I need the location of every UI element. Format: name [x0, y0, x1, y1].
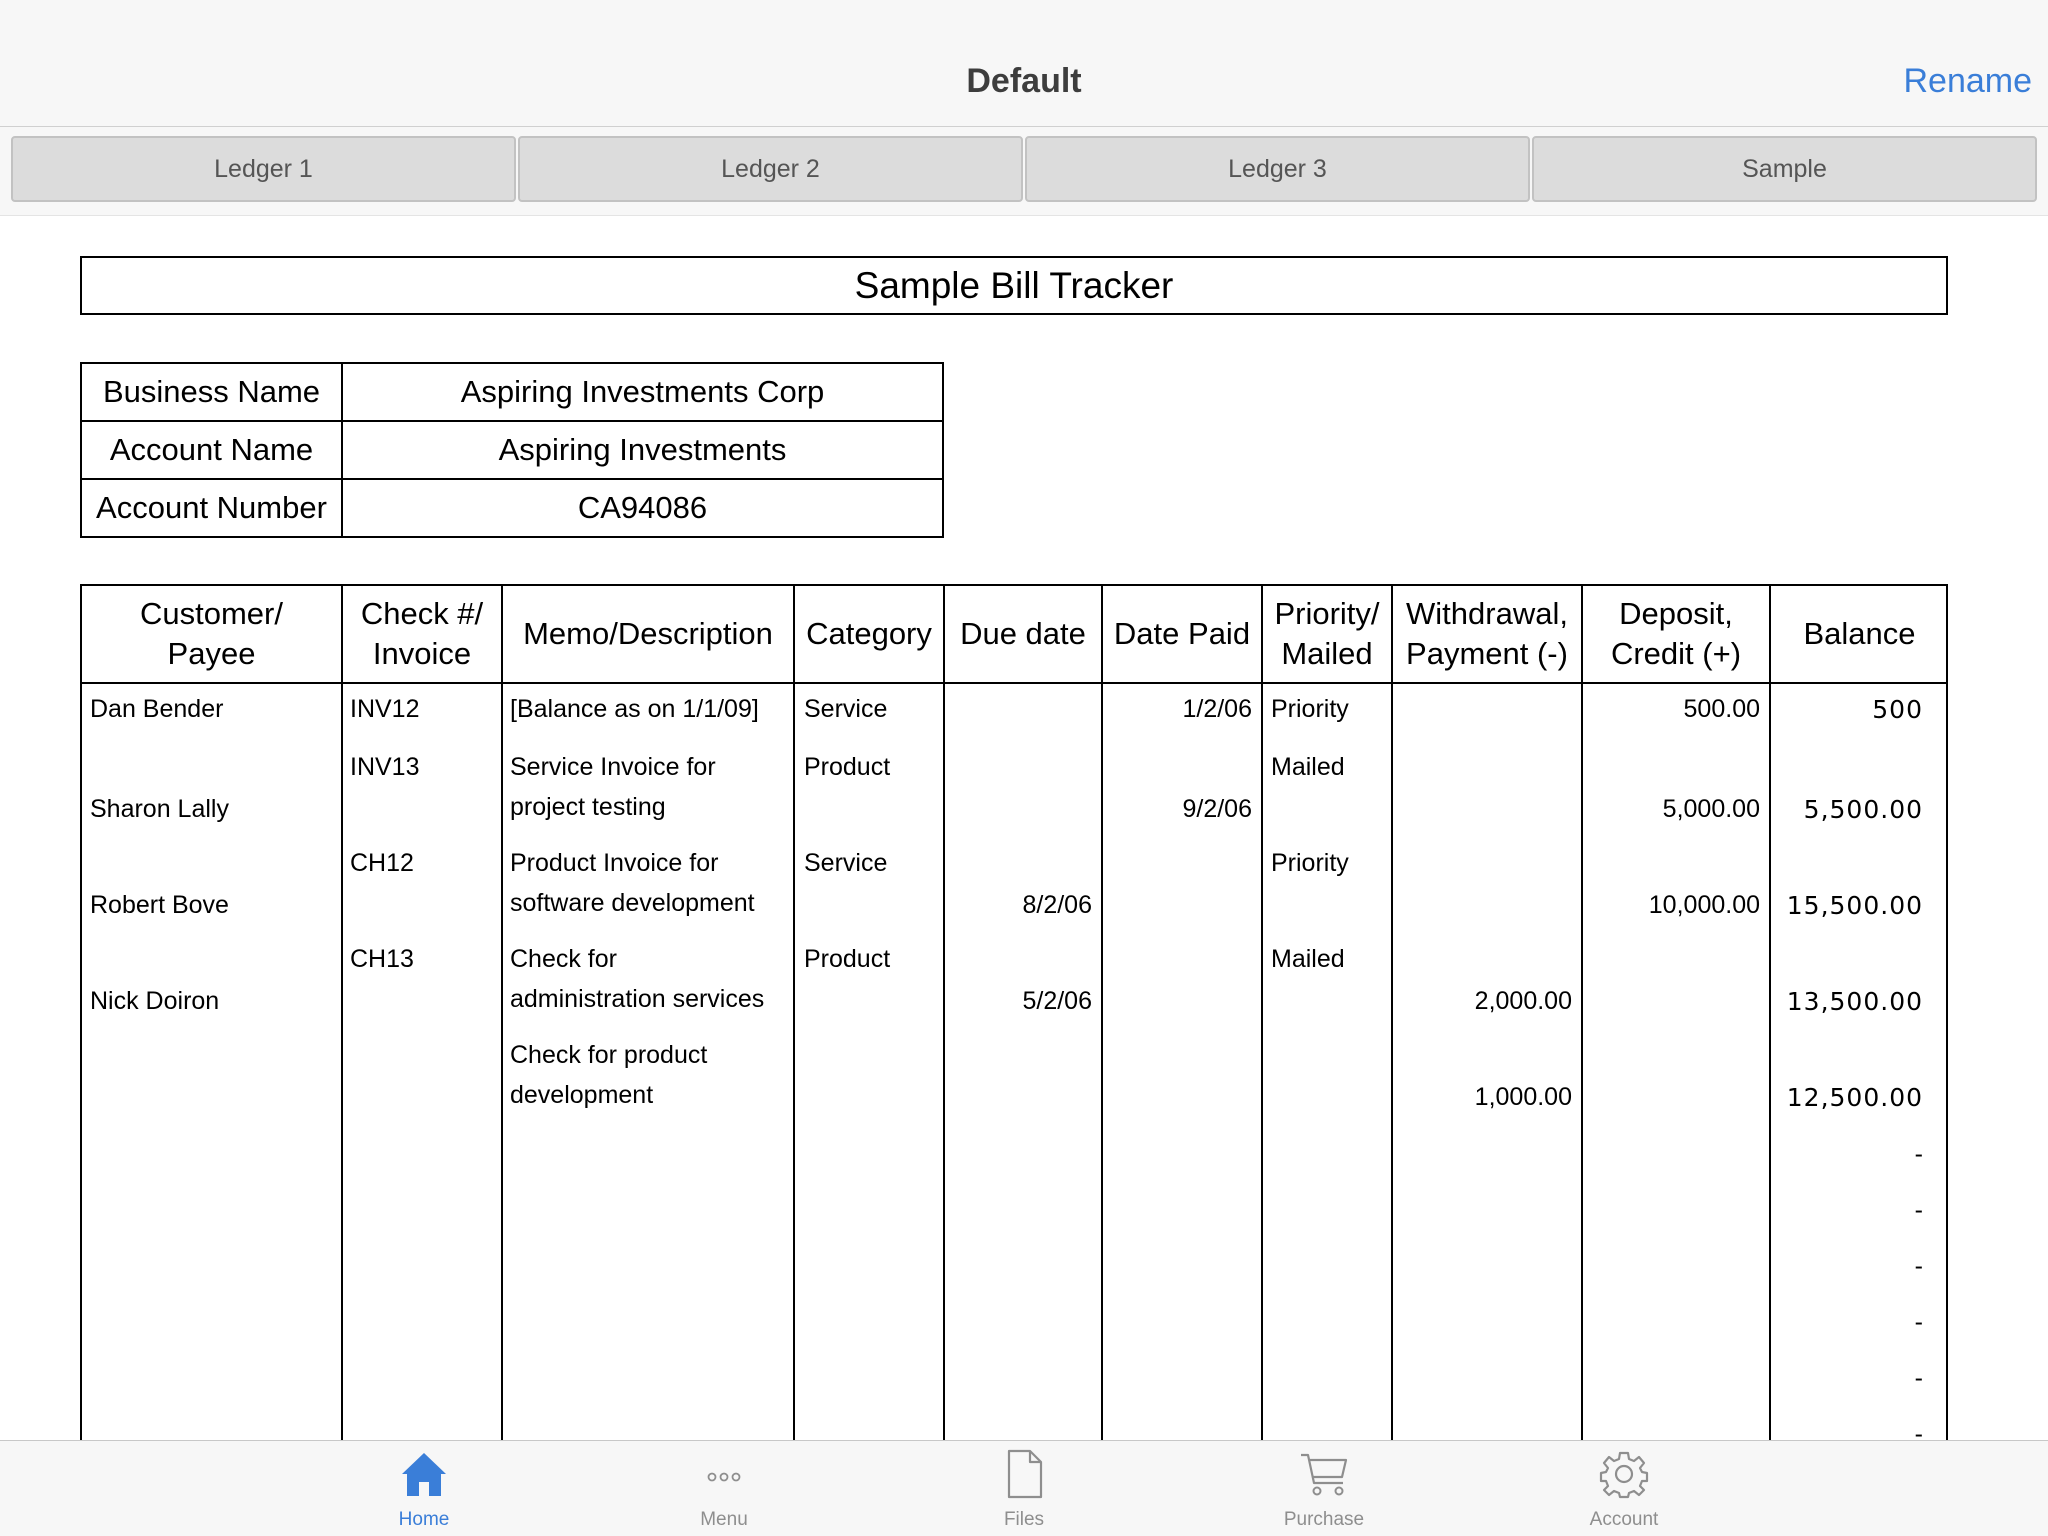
category-cell[interactable]: Product [804, 753, 891, 781]
memo-cell[interactable]: Check for product [510, 1041, 708, 1069]
memo-cell[interactable]: project testing [510, 793, 666, 821]
deposit-cell[interactable]: 10,000.00 [1648, 891, 1760, 919]
memo-cell[interactable]: software development [510, 889, 755, 917]
header-customer-payee [82, 586, 341, 682]
tabbar-label: Menu [700, 1509, 748, 1530]
account-number-label: Account Number [81, 479, 342, 537]
payee-cell[interactable]: Sharon Lally [90, 795, 229, 823]
header-line: Priority/ [1274, 596, 1380, 631]
tabbar-menu[interactable] [644, 1441, 804, 1536]
memo-cell[interactable]: Check for [510, 945, 617, 973]
ledger-tabs [0, 127, 2048, 216]
header-line: Credit (+) [1610, 636, 1742, 671]
tab-ledger-1[interactable]: Ledger 1 [11, 136, 516, 202]
balance-cell[interactable]: - [1914, 1420, 1923, 1440]
file-icon [999, 1449, 1049, 1499]
balance-cell[interactable]: 15,500.00 [1786, 891, 1923, 920]
memo-cell[interactable]: administration services [510, 985, 765, 1013]
category-cell[interactable]: Service [804, 695, 888, 723]
balance-cell[interactable]: - [1914, 1196, 1923, 1224]
header-memo: Memo/Description [523, 616, 773, 651]
table-row [81, 363, 943, 421]
column-divider [341, 586, 343, 1440]
balance-cell[interactable]: 13,500.00 [1786, 987, 1923, 1016]
header-due-date: Due date [960, 616, 1086, 651]
spreadsheet-area[interactable] [0, 216, 2048, 1440]
header-category: Category [806, 616, 932, 651]
gear-icon [1599, 1449, 1649, 1499]
tabbar-home[interactable] [344, 1441, 504, 1536]
tab-sample[interactable]: Sample [1532, 136, 2037, 202]
home-icon [399, 1449, 449, 1499]
balance-cell[interactable]: - [1914, 1308, 1923, 1336]
header-balance: Balance [1803, 616, 1916, 651]
table-row [81, 421, 943, 479]
check-invoice-cell[interactable]: INV12 [350, 695, 420, 723]
check-invoice-cell[interactable]: CH12 [350, 849, 414, 877]
ellipsis-icon [699, 1449, 749, 1499]
header-line: Payee [167, 636, 256, 671]
tabbar-label: Purchase [1283, 1509, 1365, 1530]
payee-cell[interactable]: Dan Bender [90, 695, 224, 723]
header-priority-mailed [1263, 586, 1391, 682]
balance-cell[interactable]: - [1914, 1140, 1923, 1168]
payee-cell[interactable]: Robert Bove [90, 891, 229, 919]
tabbar-label: Files [1003, 1509, 1045, 1530]
header-withdrawal [1393, 586, 1581, 682]
header-line: Withdrawal, [1406, 596, 1568, 631]
memo-cell[interactable]: Product Invoice for [510, 849, 719, 877]
priority-cell[interactable]: Priority [1271, 849, 1349, 877]
account-info-table [80, 362, 944, 538]
business-name-label: Business Name [81, 363, 342, 421]
category-cell[interactable]: Product [804, 945, 891, 973]
priority-cell[interactable]: Mailed [1271, 945, 1345, 973]
date-paid-cell[interactable]: 1/2/06 [1182, 695, 1252, 723]
account-name-label: Account Name [81, 421, 342, 479]
tabbar-label: Home [398, 1509, 450, 1530]
header-line: Invoice [372, 636, 472, 671]
balance-cell[interactable]: 5,500.00 [1803, 795, 1923, 824]
ledger-table [80, 584, 1948, 1440]
column-divider [1261, 586, 1263, 1440]
balance-cell[interactable]: - [1914, 1252, 1923, 1280]
navigation-bar [0, 0, 2048, 127]
tab-ledger-3[interactable]: Ledger 3 [1025, 136, 1530, 202]
memo-cell[interactable]: [Balance as on 1/1/09] [510, 695, 759, 723]
sheet-title: Sample Bill Tracker [80, 256, 1948, 315]
memo-cell[interactable]: Service Invoice for [510, 753, 716, 781]
account-number-value[interactable]: CA94086 [342, 479, 943, 537]
tab-bar [0, 1440, 2048, 1536]
header-line: Payment (-) [1406, 636, 1568, 671]
header-check-invoice [343, 586, 501, 682]
column-divider [793, 586, 795, 1440]
check-invoice-cell[interactable]: INV13 [350, 753, 420, 781]
memo-cell[interactable]: development [510, 1081, 654, 1109]
header-line: Mailed [1281, 636, 1373, 671]
header-divider [82, 682, 1946, 684]
column-divider [501, 586, 503, 1440]
priority-cell[interactable]: Mailed [1271, 753, 1345, 781]
tabbar-account[interactable] [1544, 1441, 1704, 1536]
balance-cell[interactable]: 500 [1872, 695, 1923, 724]
rename-button[interactable]: Rename [1903, 62, 2032, 100]
category-cell[interactable]: Service [804, 849, 888, 877]
tabbar-label: Account [1589, 1509, 1659, 1530]
header-line: Customer/ [140, 596, 283, 631]
header-line: Deposit, [1619, 596, 1733, 631]
balance-cell[interactable]: 12,500.00 [1786, 1083, 1923, 1112]
withdrawal-cell[interactable]: 1,000.00 [1474, 1083, 1572, 1111]
page-title: Default [966, 62, 1082, 100]
header-line: Check #/ [360, 596, 484, 631]
account-name-value[interactable]: Aspiring Investments [342, 421, 943, 479]
priority-cell[interactable]: Priority [1271, 695, 1349, 723]
tab-ledger-2[interactable]: Ledger 2 [518, 136, 1023, 202]
business-name-value[interactable]: Aspiring Investments Corp [342, 363, 943, 421]
balance-cell[interactable]: - [1914, 1364, 1923, 1392]
tabbar-files[interactable] [944, 1441, 1104, 1536]
table-row [81, 479, 943, 537]
deposit-cell[interactable]: 5,000.00 [1662, 795, 1760, 823]
deposit-cell[interactable]: 500.00 [1683, 695, 1760, 723]
tabbar-purchase[interactable] [1244, 1441, 1404, 1536]
payee-cell[interactable]: Nick Doiron [90, 987, 220, 1015]
date-paid-cell[interactable]: 9/2/06 [1182, 795, 1252, 823]
withdrawal-cell[interactable]: 2,000.00 [1474, 987, 1572, 1015]
due-date-cell[interactable]: 8/2/06 [1022, 891, 1092, 919]
cart-icon [1299, 1449, 1349, 1499]
due-date-cell[interactable]: 5/2/06 [1022, 987, 1092, 1015]
check-invoice-cell[interactable]: CH13 [350, 945, 414, 973]
header-date-paid: Date Paid [1113, 616, 1251, 651]
header-deposit [1583, 586, 1769, 682]
